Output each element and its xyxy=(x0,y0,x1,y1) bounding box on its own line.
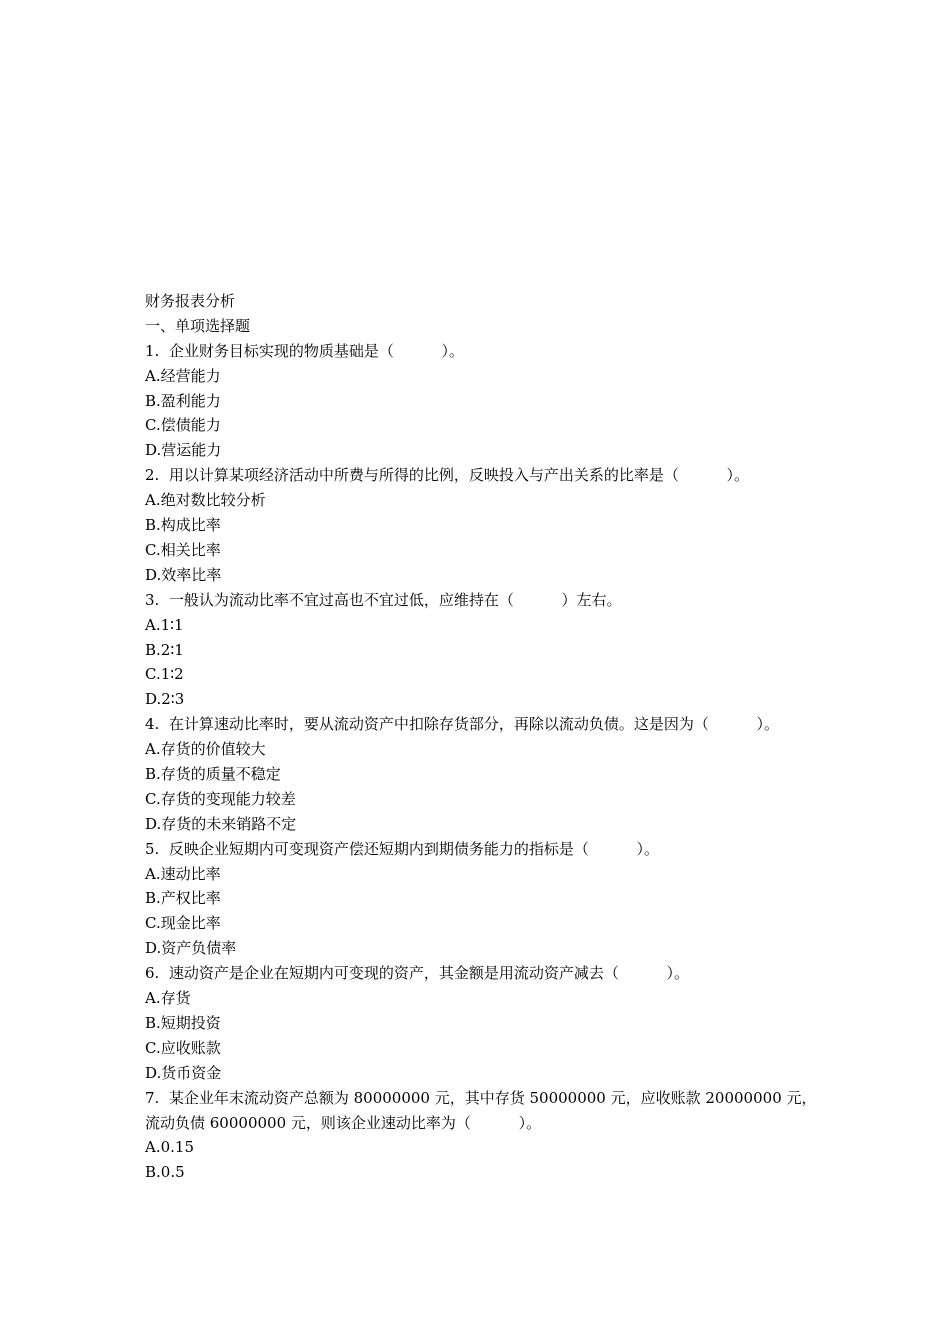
question-2-option-a: A.绝对数比较分析 xyxy=(145,491,266,510)
question-4-option-a: A.存货的价值较大 xyxy=(145,740,266,759)
question-3-option-d: D.2∶3 xyxy=(145,690,185,709)
question-5-option-a: A.速动比率 xyxy=(145,864,221,883)
question-2-option-b: B.构成比率 xyxy=(145,516,221,535)
question-4-option-b: B.存货的质量不稳定 xyxy=(145,764,281,783)
question-1-option-c: C.偿债能力 xyxy=(145,416,221,435)
question-2-option-c: C.相关比率 xyxy=(145,540,221,559)
question-7-option-b: B.0.5 xyxy=(145,1163,185,1182)
section-heading: 一、单项选择题 xyxy=(145,316,251,335)
question-1-option-b: B.盈利能力 xyxy=(145,391,221,410)
question-4-text: 4. 在计算速动比率时，要从流动资产中扣除存货部分，再除以流动负债。这是因为（ ）。 xyxy=(145,715,780,734)
question-5-text: 5. 反映企业短期内可变现资产偿还短期内到期债务能力的指标是（ ）。 xyxy=(145,839,660,858)
question-6-option-c: C.应收账款 xyxy=(145,1038,221,1057)
question-7-text: 7. 某企业年末流动资产总额为 80000000 元，其中存货 50000000 元，应收账款 20000000 元，流动负债 60000000 元，则该企业速动比率为（ ）。 xyxy=(145,1088,817,1132)
question-2-text: 2. 用以计算某项经济活动中所费与所得的比例，反映投入与产出关系的比率是（ ）。 xyxy=(145,466,750,485)
question-4-option-d: D.存货的未来销路不定 xyxy=(145,814,297,833)
question-7-option-a: A.0.15 xyxy=(145,1138,194,1157)
question-4-option-c: C.存货的变现能力较差 xyxy=(145,789,296,808)
question-3-text: 3. 一般认为流动比率不宜过高也不宜过低，应维持在（ ）左右。 xyxy=(145,590,622,609)
question-1-option-a: A.经营能力 xyxy=(145,366,221,385)
document-body xyxy=(145,289,825,1185)
question-5-option-d: D.资产负债率 xyxy=(145,939,237,958)
question-1-text: 1. 企业财务目标实现的物质基础是（ ）。 xyxy=(145,341,465,360)
question-5-option-b: B.产权比率 xyxy=(145,889,221,908)
question-5-option-c: C.现金比率 xyxy=(145,914,221,933)
question-6-text: 6. 速动资产是企业在短期内可变现的资产，其金额是用流动资产减去（ ）。 xyxy=(145,964,690,983)
document-title: 财务报表分析 xyxy=(145,292,236,310)
question-3-option-b: B.2∶1 xyxy=(145,640,184,659)
question-6-option-a: A.存货 xyxy=(145,989,191,1008)
question-6-option-d: D.货币资金 xyxy=(145,1063,222,1082)
question-3-option-a: A.1∶1 xyxy=(145,615,184,634)
question-2-option-d: D.效率比率 xyxy=(145,565,222,584)
question-6-option-b: B.短期投资 xyxy=(145,1013,221,1032)
question-1-option-d: D.营运能力 xyxy=(145,441,222,460)
question-3-option-c: C.1∶2 xyxy=(145,665,184,684)
